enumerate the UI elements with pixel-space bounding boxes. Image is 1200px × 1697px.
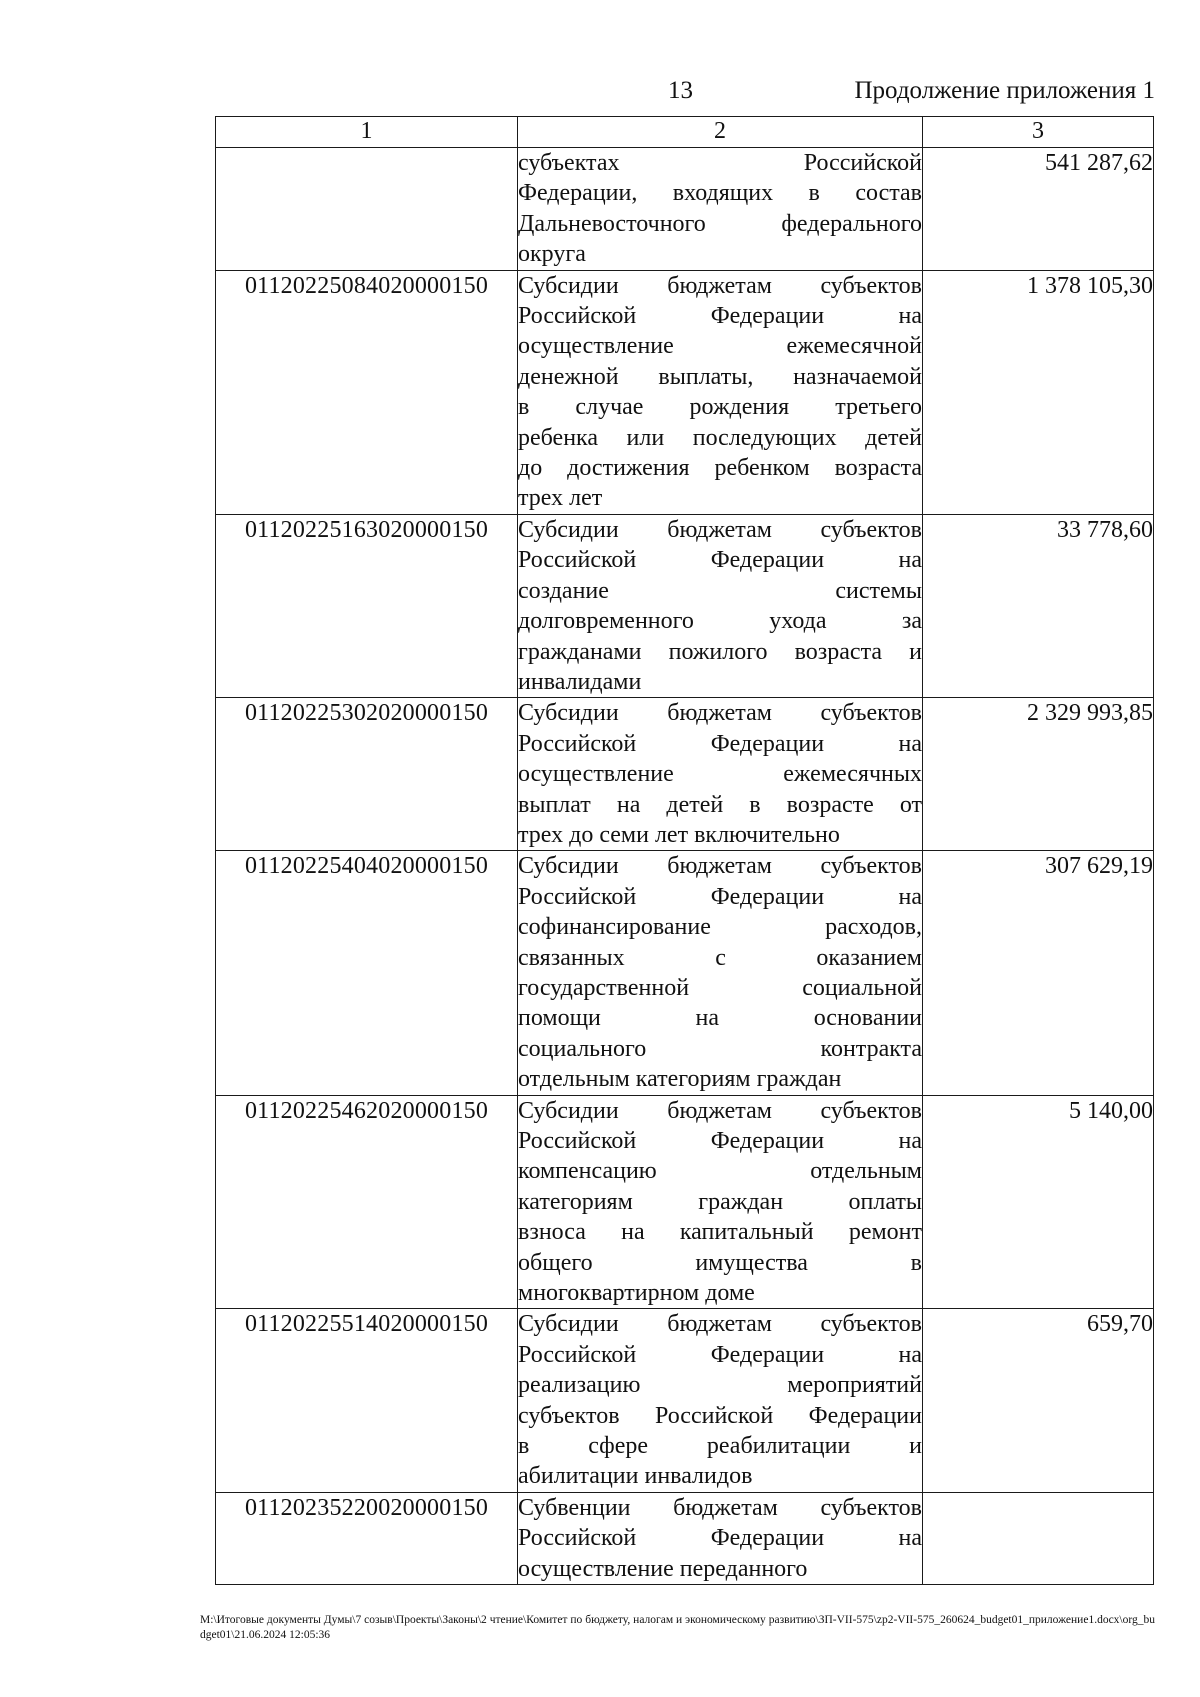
description-line: Российской Федерации на bbox=[518, 547, 922, 574]
table-row bbox=[216, 270, 1154, 514]
description-line: Субвенции бюджетам субъектов bbox=[518, 1494, 922, 1521]
description-line: Субсидии бюджетам субъектов bbox=[518, 853, 922, 880]
description-line: Субсидии бюджетам субъектов bbox=[518, 1097, 922, 1124]
column-header-3: 3 bbox=[923, 117, 1154, 148]
description-line: Российской Федерации на bbox=[518, 1341, 922, 1368]
description-line: общего имущества в bbox=[518, 1249, 922, 1276]
table-body bbox=[216, 148, 1154, 1585]
amount-cell bbox=[923, 1492, 1154, 1584]
budget-code-cell: 01120225163020000150 bbox=[216, 514, 518, 697]
description-line: абилитации инвалидов bbox=[518, 1463, 753, 1490]
description-line: Субсидии бюджетам субъектов bbox=[518, 1311, 922, 1338]
description-line: округа bbox=[518, 241, 586, 268]
description-line: создание системы bbox=[518, 577, 922, 604]
table-row bbox=[216, 1095, 1154, 1309]
description-line: отдельным категориям граждан bbox=[518, 1066, 842, 1093]
amount-cell: 5 140,00 bbox=[923, 1095, 1154, 1309]
description-line: Российской Федерации на bbox=[518, 1525, 922, 1552]
description-line: Дальневосточного федерального bbox=[518, 210, 922, 237]
amount-cell: 2 329 993,85 bbox=[923, 698, 1154, 851]
description-line: трех лет bbox=[518, 485, 603, 512]
description-line: Российской Федерации на bbox=[518, 303, 922, 330]
description-line: категориям граждан оплаты bbox=[518, 1188, 922, 1215]
description-line: субъектах Российской bbox=[518, 150, 922, 176]
description-line: осуществление ежемесячной bbox=[518, 333, 922, 360]
budget-code-cell bbox=[216, 148, 518, 271]
budget-table bbox=[215, 116, 1154, 1585]
description-line: субъектов Российской Федерации bbox=[518, 1402, 922, 1429]
description-line: денежной выплаты, назначаемой bbox=[518, 363, 922, 390]
description-line: осуществление переданного bbox=[518, 1555, 808, 1582]
table-row bbox=[216, 514, 1154, 697]
table-row bbox=[216, 851, 1154, 1095]
description-line: реализацию мероприятий bbox=[518, 1372, 922, 1399]
continuation-label: Продолжение приложения 1 bbox=[854, 77, 1155, 104]
description-line: взноса на капитальный ремонт bbox=[518, 1219, 922, 1246]
description-line: инвалидами bbox=[518, 668, 642, 695]
description-cell bbox=[518, 1309, 923, 1492]
budget-code-cell: 01120225514020000150 bbox=[216, 1309, 518, 1492]
description-line: софинансирование расходов, bbox=[518, 914, 922, 941]
amount-cell: 33 778,60 bbox=[923, 514, 1154, 697]
description-cell bbox=[518, 1095, 923, 1309]
amount-cell: 307 629,19 bbox=[923, 851, 1154, 1095]
description-line: Российской Федерации на bbox=[518, 883, 922, 910]
description-line: связанных с оказанием bbox=[518, 944, 922, 971]
description-cell bbox=[518, 698, 923, 851]
table-row bbox=[216, 698, 1154, 851]
description-line: выплат на детей в возрасте от bbox=[518, 791, 922, 818]
table-row bbox=[216, 148, 1154, 271]
description-line: компенсацию отдельным bbox=[518, 1158, 922, 1185]
description-line: Субсидии бюджетам субъектов bbox=[518, 516, 922, 543]
column-header-2: 2 bbox=[518, 117, 923, 148]
description-cell bbox=[518, 148, 923, 271]
description-line: долговременного ухода за bbox=[518, 608, 922, 635]
description-line: Российской Федерации на bbox=[518, 730, 922, 757]
page-number: 13 bbox=[668, 77, 693, 104]
budget-code-cell: 01120225302020000150 bbox=[216, 698, 518, 851]
description-line: Российской Федерации на bbox=[518, 1128, 922, 1154]
budget-code-cell: 01120225404020000150 bbox=[216, 851, 518, 1095]
table-header-row bbox=[216, 117, 1154, 148]
amount-cell: 541 287,62 bbox=[923, 148, 1154, 271]
description-line: до достижения ребенком возраста bbox=[518, 455, 922, 482]
description-cell bbox=[518, 514, 923, 697]
budget-code-cell: 01120225462020000150 bbox=[216, 1095, 518, 1309]
description-cell bbox=[518, 1492, 923, 1584]
description-line: осуществление ежемесячных bbox=[518, 761, 922, 788]
description-line: Субсидии бюджетам субъектов bbox=[518, 700, 922, 727]
description-line: государственной социальной bbox=[518, 974, 922, 1001]
description-line: многоквартирном доме bbox=[518, 1280, 755, 1307]
amount-cell: 659,70 bbox=[923, 1309, 1154, 1492]
description-line: Федерации, входящих в состав bbox=[518, 180, 922, 207]
description-line: социального контракта bbox=[518, 1035, 922, 1062]
budget-code-cell: 01120225084020000150 bbox=[216, 270, 518, 514]
description-line: трех до семи лет включительно bbox=[518, 821, 840, 848]
description-line: Субсидии бюджетам субъектов bbox=[518, 272, 922, 299]
file-path-footer: М:\Итоговые документы Думы\7 созыв\Проекты\Законы\2 чтение\Комитет по бюджету, налогам и экономическому развитию\ЗП-VII-575\zp2-VII-575_260624_budget01_приложение1.docx\org_budget01\21.06.2024 12:05:36 bbox=[200, 1614, 1155, 1641]
description-line: в случае рождения третьего bbox=[518, 394, 922, 421]
table-row bbox=[216, 1492, 1154, 1584]
description-line: помощи на основании bbox=[518, 1005, 922, 1032]
description-line: гражданами пожилого возраста и bbox=[518, 638, 922, 665]
table-row bbox=[216, 1309, 1154, 1492]
budget-code-cell: 01120235220020000150 bbox=[216, 1492, 518, 1584]
amount-cell: 1 378 105,30 bbox=[923, 270, 1154, 514]
description-cell bbox=[518, 851, 923, 1095]
description-cell bbox=[518, 270, 923, 514]
column-header-1: 1 bbox=[216, 117, 518, 148]
description-line: ребенка или последующих детей bbox=[518, 424, 922, 451]
description-line: в сфере реабилитации и bbox=[518, 1433, 922, 1460]
